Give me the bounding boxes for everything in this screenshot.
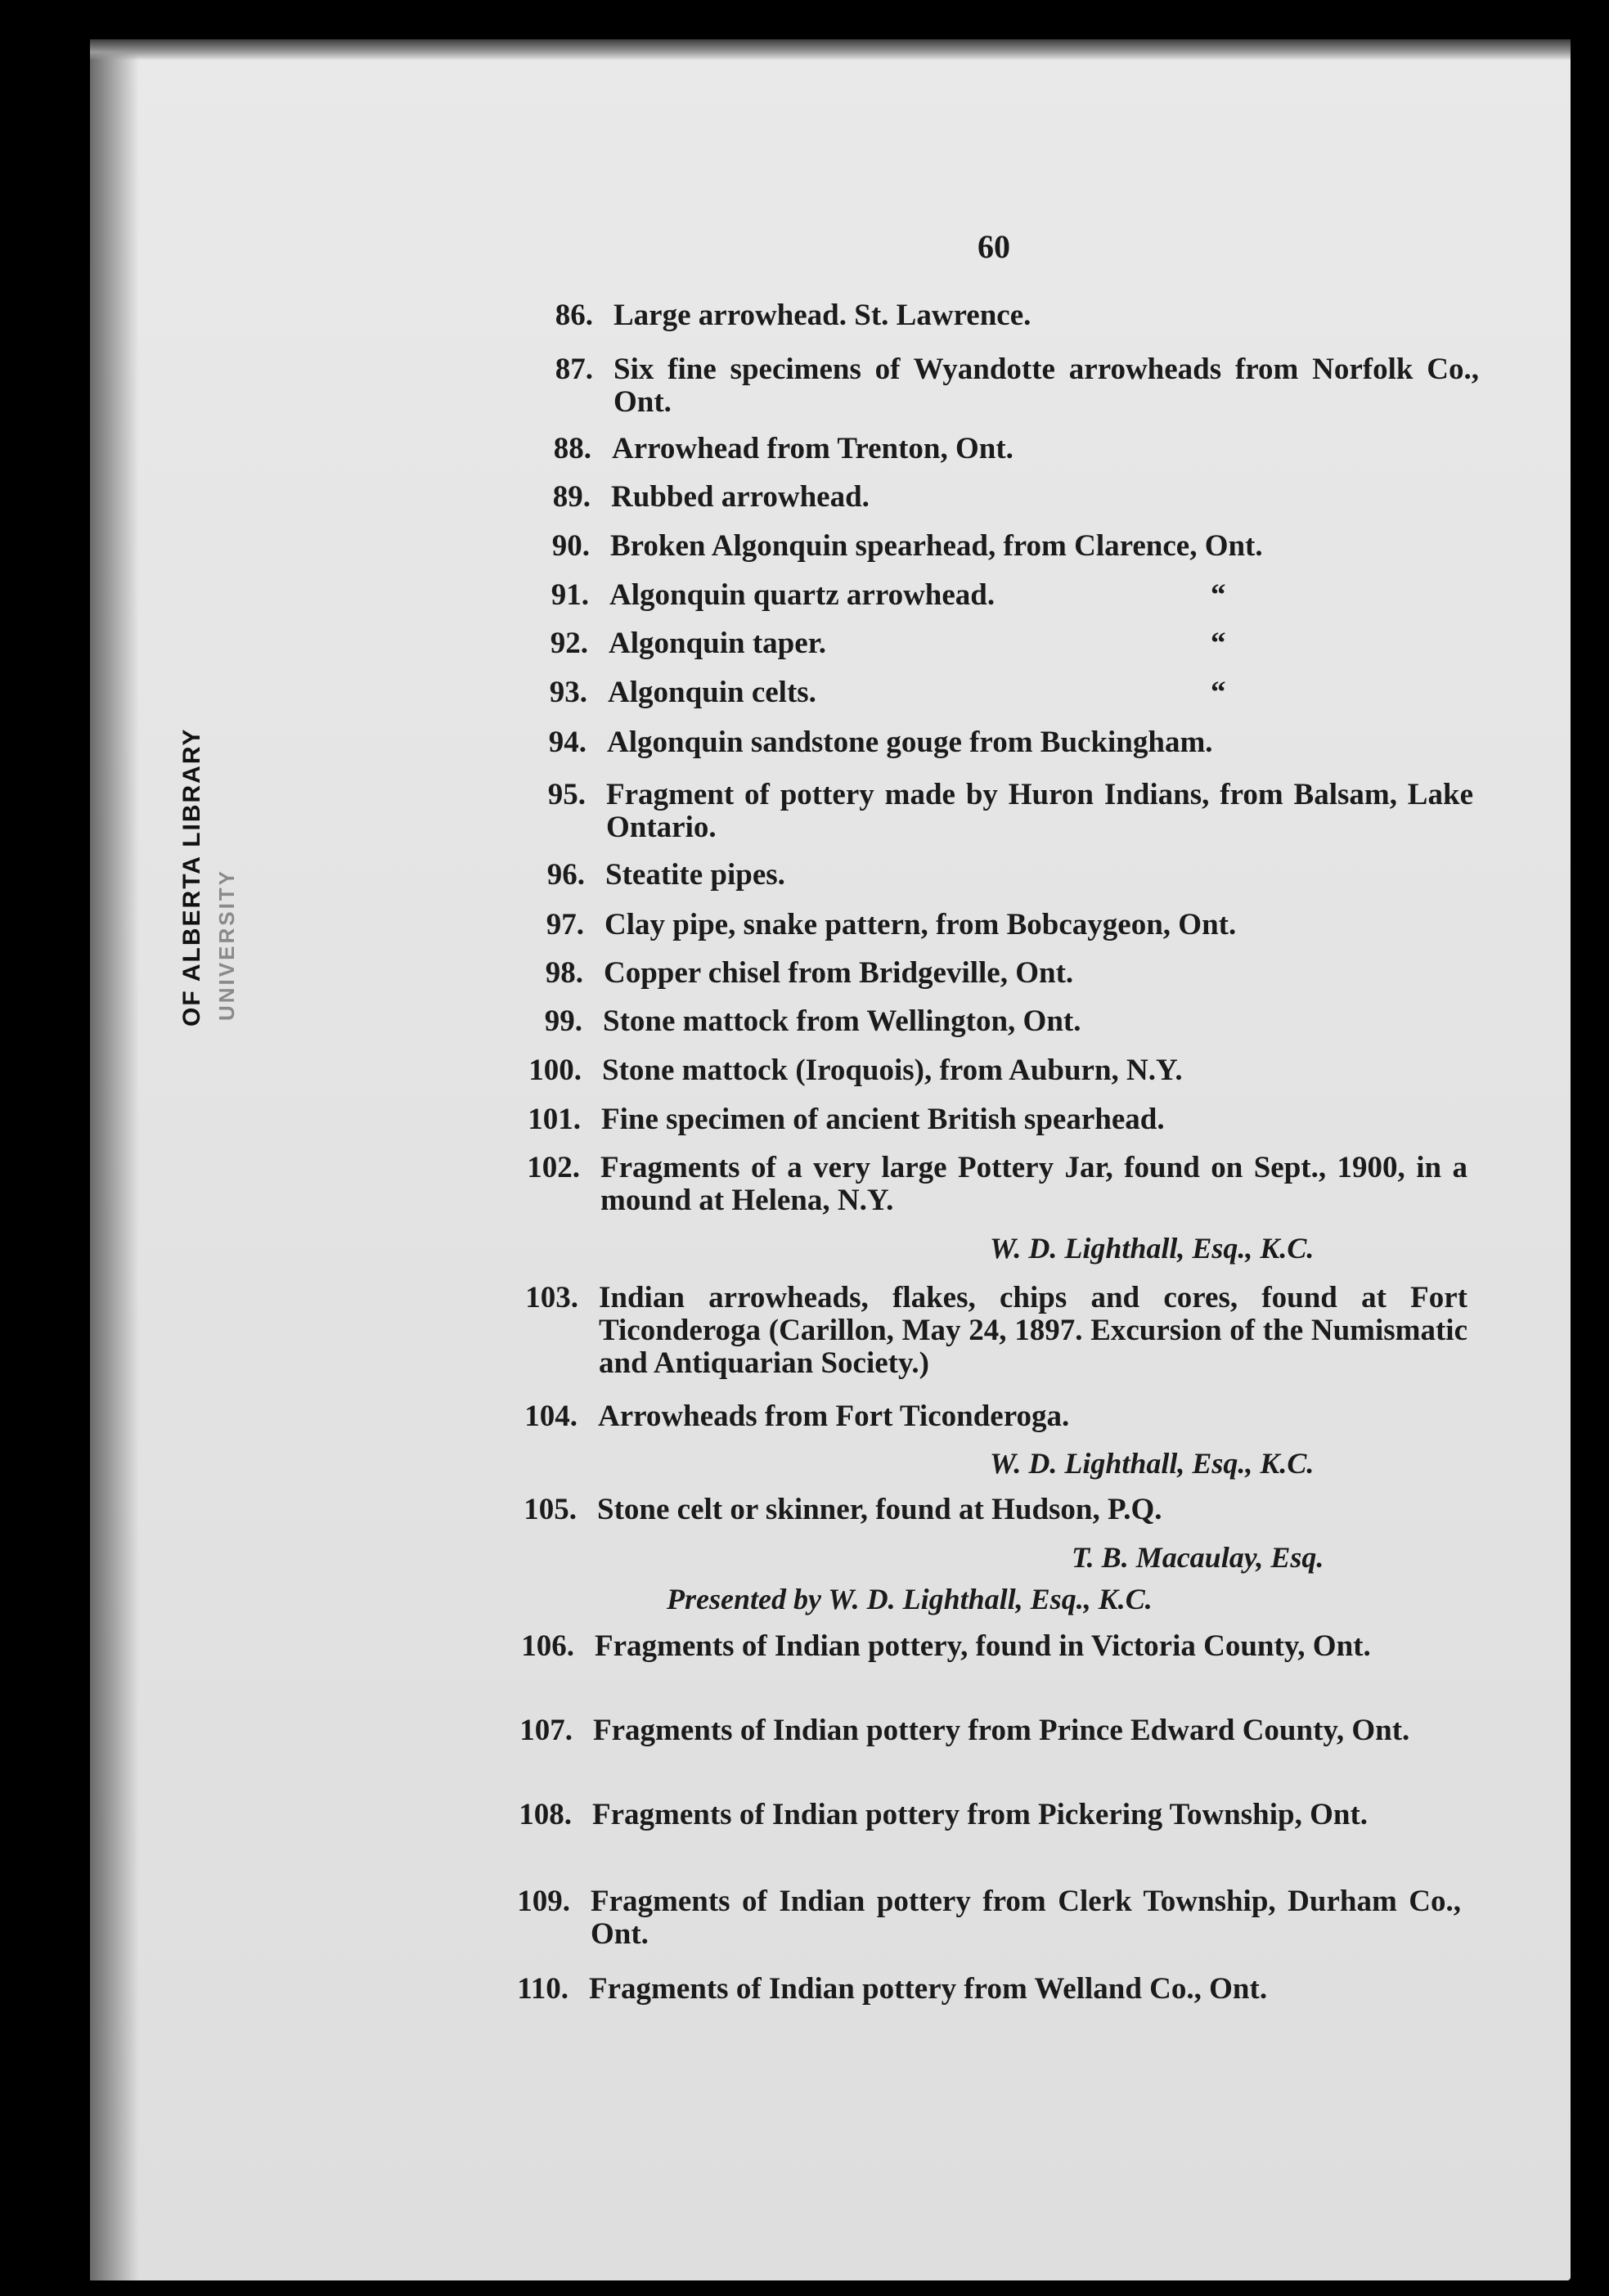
entry-99: [505, 1005, 1486, 1038]
entry-text: Indian arrowheads, flakes, chips and cores, found at Fort Ticonderoga (Carillon, May 24, 1897. Excursion of the Numismatic and Antiquarian Society.): [599, 1281, 1467, 1380]
entry-95: [508, 779, 1490, 844]
entry-number: 94.: [548, 726, 587, 759]
entry-text: Fragments of Indian pottery from Clerk Township, Durham Co., Ont.: [591, 1885, 1461, 1951]
entry-104: [500, 1400, 1481, 1433]
entry-number: 86.: [555, 299, 593, 332]
entry-101: [503, 1103, 1485, 1136]
entry-107: [495, 1714, 1476, 1780]
entry-number: 93.: [549, 676, 587, 709]
entry-text: Algonquin celts.: [608, 676, 816, 709]
entry-number: 107.: [519, 1714, 573, 1747]
entry-number: 103.: [525, 1281, 578, 1314]
donor-credit: W. D. Lighthall, Esq., K.C.: [990, 1447, 1315, 1480]
entry-100: [504, 1054, 1485, 1087]
entry-text: Fragment of pottery made by Huron Indians, from Balsam, Lake Ontario.: [606, 778, 1473, 844]
entry-text: Clay pipe, snake pattern, from Bobcaygeon, Ont.: [604, 908, 1237, 941]
entry-number: 109.: [517, 1885, 570, 1918]
page-number: 60: [978, 228, 1010, 265]
entry-102: [502, 1152, 1484, 1217]
entry-91: [511, 579, 1493, 612]
entry-93: [510, 676, 1491, 709]
entry-text: Algonquin quartz arrowhead.: [609, 578, 996, 612]
entry-89: [513, 481, 1494, 514]
entry-number: 104.: [524, 1400, 578, 1433]
entry-text: Arrowheads from Fort Ticonderoga.: [598, 1400, 1070, 1433]
entry-text: Fine specimen of ancient British spearhead.: [601, 1103, 1165, 1136]
entry-number: 99.: [544, 1004, 582, 1038]
entry-110: [491, 1973, 1472, 2006]
entry-text: Fragments of Indian pottery from Welland Co., Ont.: [589, 1972, 1268, 2006]
presentation-credit: Presented by W. D. Lighthall, Esq., K.C.: [667, 1583, 1153, 1615]
entry-text: Stone celt or skinner, found at Hudson, P.Q.: [597, 1493, 1162, 1526]
entry-109: [492, 1885, 1474, 1951]
entry-number: 108.: [519, 1798, 572, 1831]
entry-105: [499, 1494, 1481, 1526]
library-stamp-faint: UNIVERSITY: [214, 868, 239, 1021]
entry-94: [509, 726, 1490, 759]
entry-number: 106.: [521, 1629, 574, 1663]
ditto-mark: “: [1211, 676, 1226, 709]
entry-98: [506, 957, 1487, 990]
entry-number: 88.: [553, 432, 591, 465]
ditto-mark: “: [1211, 578, 1226, 612]
entry-number: 110.: [517, 1972, 569, 2006]
entry-number: 101.: [528, 1103, 581, 1136]
entry-number: 96.: [546, 858, 585, 892]
entry-text: Broken Algonquin spearhead, from Clarence, Ont.: [610, 529, 1263, 563]
entry-text: Algonquin taper.: [609, 627, 826, 660]
entry-90: [512, 530, 1494, 563]
entry-number: 102.: [527, 1151, 580, 1184]
entry-text: Fragments of a very large Pottery Jar, found on Sept., 1900, in a mound at Helena, N.Y.: [600, 1151, 1467, 1217]
entry-text: Stone mattock from Wellington, Ont.: [603, 1004, 1081, 1038]
library-stamp: OF ALBERTA LIBRARY: [178, 727, 205, 1027]
entry-text: Fragments of Indian pottery from Prince Edward County, Ont.: [593, 1714, 1410, 1747]
entry-number: 98.: [545, 956, 583, 990]
entry-92: [510, 627, 1492, 660]
entry-number: 87.: [555, 353, 593, 386]
entry-96: [507, 859, 1489, 892]
entry-text: Stone mattock (Iroquois), from Auburn, N.Y.: [602, 1054, 1183, 1087]
entry-106: [497, 1630, 1478, 1696]
entry-108: [494, 1799, 1476, 1864]
ditto-mark: “: [1211, 627, 1226, 660]
entry-text: Fragments of Indian pottery, found in Victoria County, Ont.: [595, 1629, 1371, 1663]
donor-credit: W. D. Lighthall, Esq., K.C.: [990, 1232, 1315, 1265]
entry-88: [514, 433, 1495, 465]
entry-text: Steatite pipes.: [605, 858, 785, 892]
entry-number: 97.: [546, 908, 584, 941]
entry-number: 95.: [547, 778, 586, 811]
entry-text: Rubbed arrowhead.: [611, 480, 870, 514]
entry-text: Fragments of Indian pottery from Pickering Township, Ont.: [592, 1798, 1369, 1831]
entry-number: 100.: [528, 1054, 582, 1087]
donor-credit: T. B. Macaulay, Esq.: [1072, 1541, 1324, 1574]
entry-text: Large arrowhead. St. Lawrence.: [613, 299, 1031, 332]
entry-87: [515, 353, 1497, 419]
entry-97: [506, 909, 1488, 941]
entry-number: 92.: [550, 627, 588, 660]
entry-number: 105.: [524, 1493, 577, 1526]
entry-number: 90.: [551, 529, 590, 563]
entry-number: 89.: [552, 480, 591, 514]
entry-text: Six fine specimens of Wyandotte arrowheads from Norfolk Co., Ont.: [613, 353, 1479, 419]
entry-number: 91.: [551, 578, 589, 612]
entry-text: Algonquin sandstone gouge from Buckingham.: [607, 726, 1213, 759]
entry-86: [515, 299, 1497, 332]
entry-text: Arrowhead from Trenton, Ont.: [612, 432, 1013, 465]
entry-103: [501, 1282, 1482, 1380]
entry-text: Copper chisel from Bridgeville, Ont.: [604, 956, 1074, 990]
